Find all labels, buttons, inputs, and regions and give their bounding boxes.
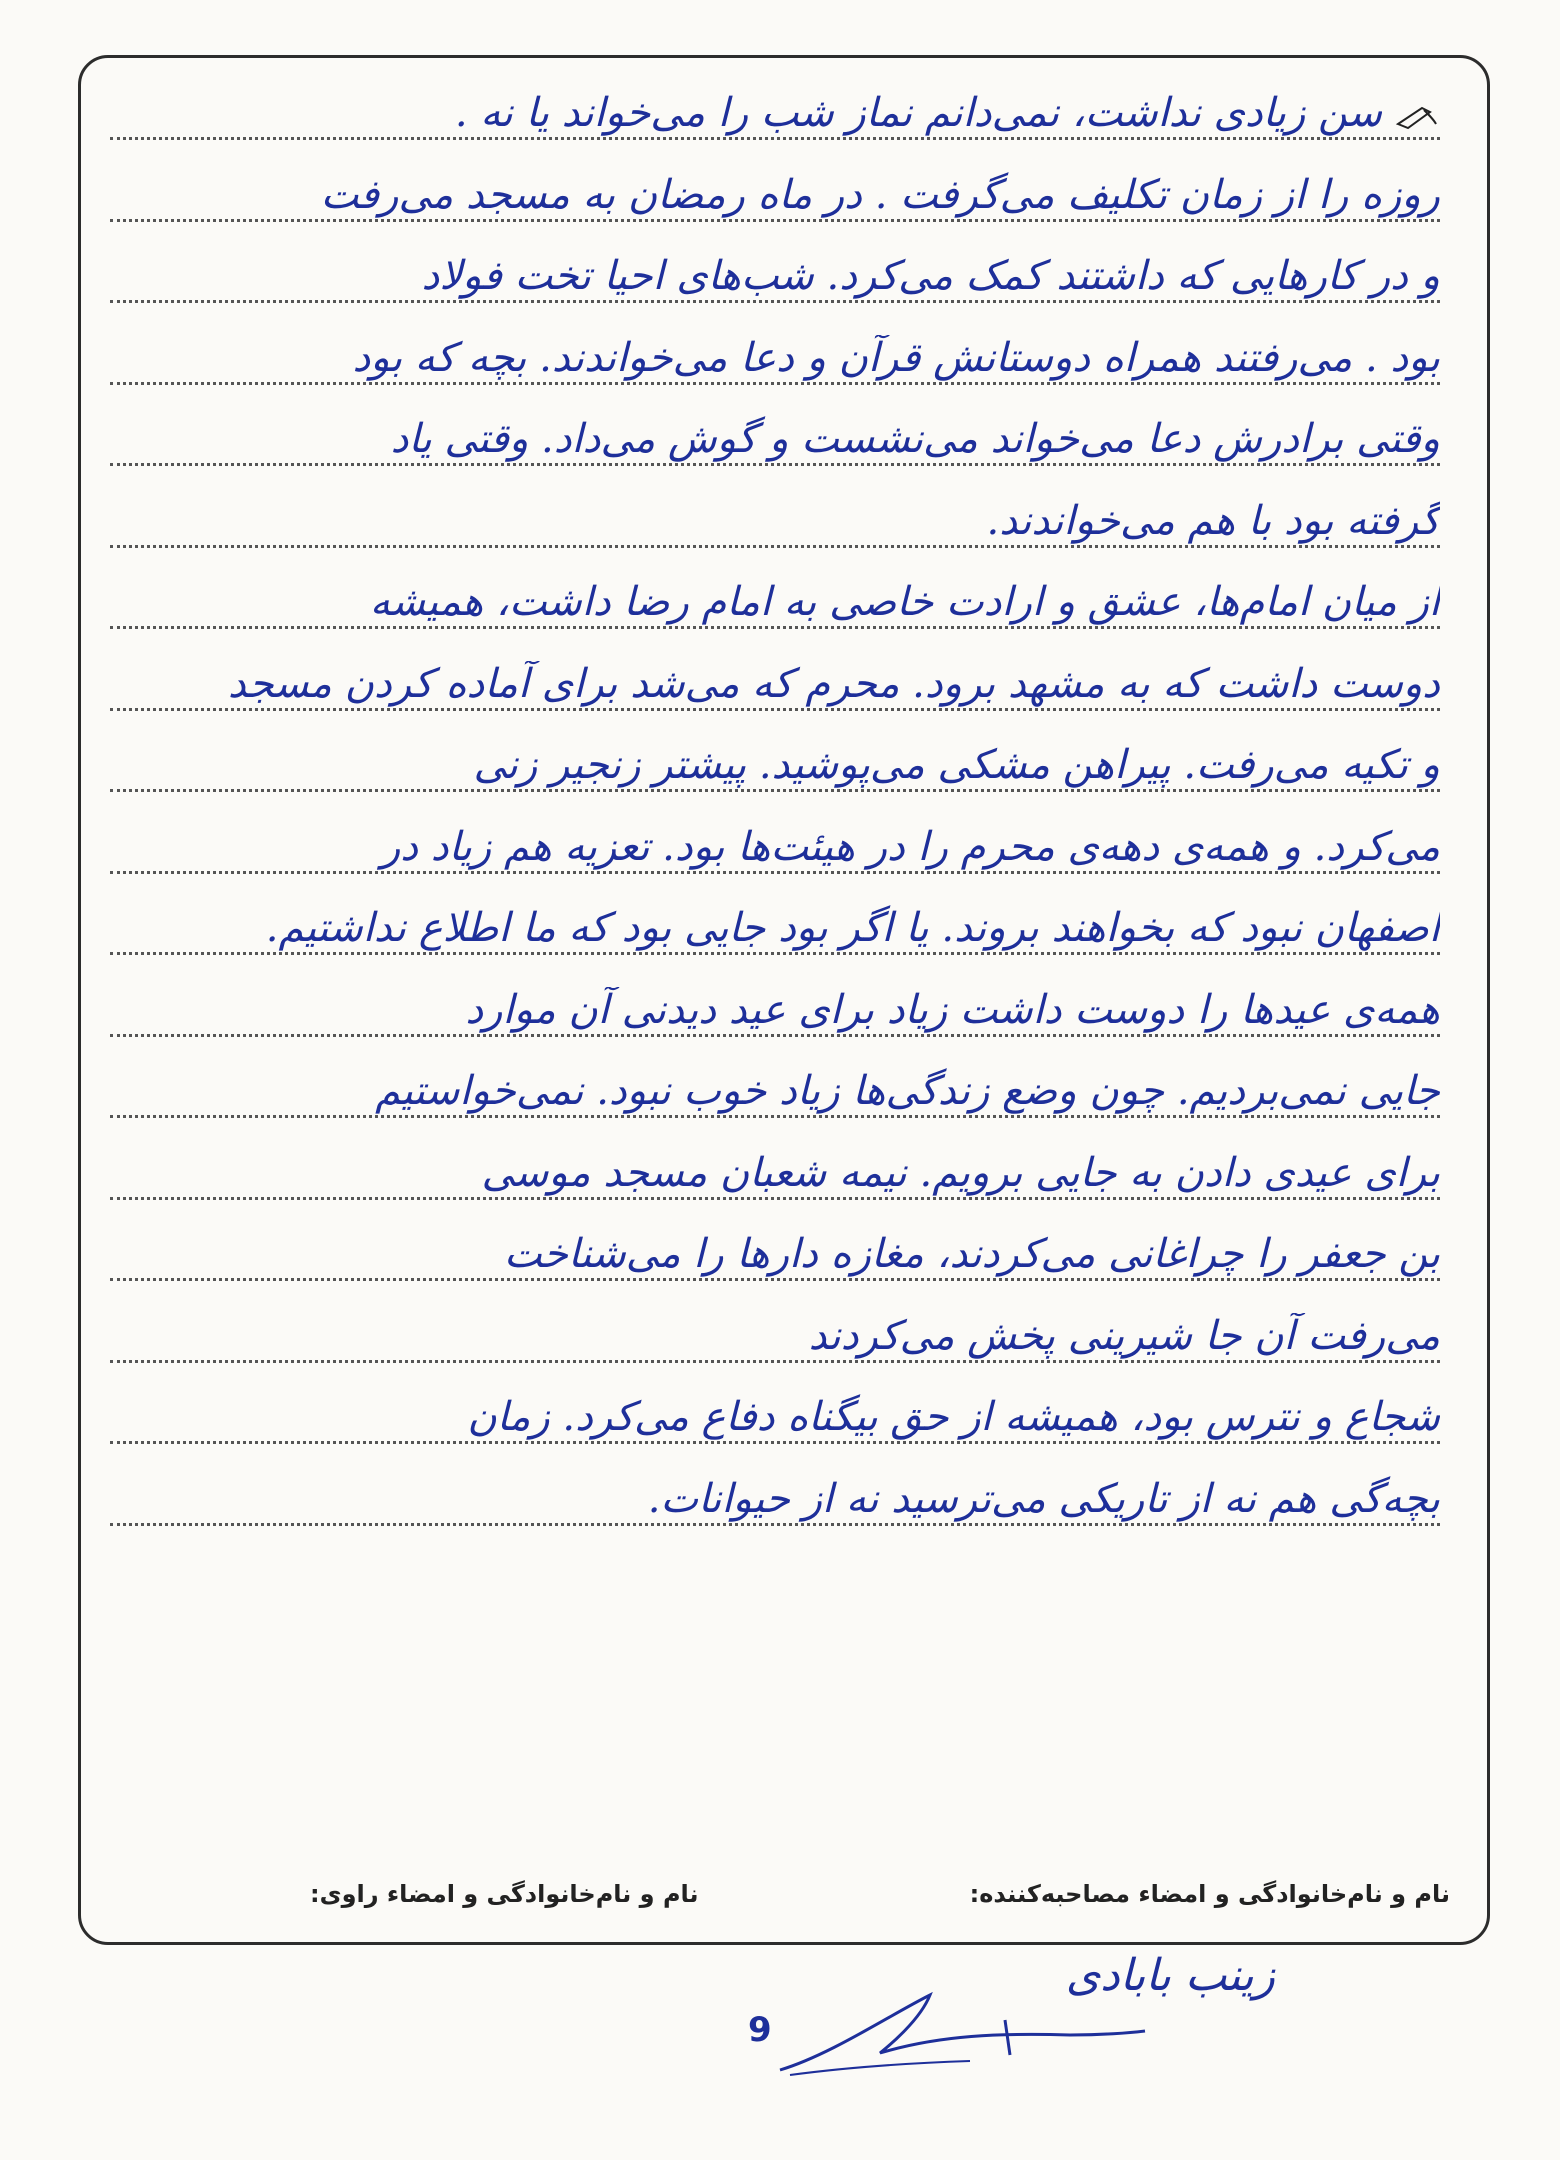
handwritten-text: جایی نمی‌بردیم. چون وضع زندگی‌ها زیاد خوب نبود. نمی‌خواستیم (375, 1068, 1440, 1114)
dotted-rule (110, 708, 1440, 711)
handwritten-text: و در کارهایی که داشتند کمک می‌کرد. شب‌های احیا تخت فولاد (421, 253, 1440, 299)
handwritten-text: بود . می‌رفتند همراه دوستانش قرآن و دعا می‌خواندند. بچه که بود (352, 334, 1440, 381)
handwritten-text: از میان امام‌ها، عشق و ارادت خاصی به امام رضا داشت، همیشه (369, 579, 1440, 625)
handwritten-text: سن زیادی نداشت، نمی‌دانم نماز شب را می‌خواند یا نه . (454, 90, 1382, 136)
page-number: 9 (748, 2010, 772, 2050)
text-line (110, 225, 1440, 315)
text-line (110, 1203, 1440, 1293)
handwritten-text: اصفهان نبود که بخواهند بروند. یا اگر بود جایی بود که ما اطلاع نداشتیم. (265, 905, 1440, 951)
text-line (110, 307, 1440, 397)
handwritten-text: شجاع و نترس بود، همیشه از حق بیگناه دفاع می‌کرد. زمان (467, 1394, 1440, 1440)
signature-mark (770, 1975, 1150, 2085)
handwritten-text: گرفته بود با هم می‌خواندند. (986, 497, 1440, 544)
interviewer-label: نام و نام‌خانوادگی و امضاء مصاحبه‌کننده: (969, 1880, 1450, 1908)
dotted-rule (110, 626, 1440, 629)
dotted-rule (110, 789, 1440, 792)
text-line (110, 714, 1440, 804)
text-line (110, 388, 1440, 478)
dotted-rule (110, 300, 1440, 303)
dotted-rule (110, 871, 1440, 874)
handwritten-name: زینب بابادی (1065, 1950, 1275, 2001)
handwritten-text: همه‌ی عیدها را دوست داشت زیاد برای عید دیدنی آن موارد (465, 986, 1440, 1033)
text-line (110, 796, 1440, 886)
text-line (110, 959, 1440, 1049)
dotted-rule (110, 463, 1440, 466)
dotted-rule (110, 1441, 1440, 1444)
text-line (110, 470, 1440, 560)
handwritten-text: و تکیه می‌رفت. پیراهن مشکی می‌پوشید. پیشتر زنجیر زنی (473, 742, 1440, 788)
narrator-label: نام و نام‌خانوادگی و امضاء راوی: (310, 1880, 699, 1908)
text-line (110, 1448, 1440, 1538)
pen-hand-icon (1394, 102, 1438, 130)
dotted-rule (110, 219, 1440, 222)
handwritten-text: می‌رفت آن جا شیرینی پخش می‌کردند (808, 1312, 1440, 1359)
text-line (110, 1285, 1440, 1375)
dotted-rule (110, 1278, 1440, 1281)
text-line (110, 1366, 1440, 1456)
dotted-rule (110, 1197, 1440, 1200)
text-line (110, 877, 1440, 967)
handwritten-text: روزه را از زمان تکلیف می‌گرفت . در ماه رمضان به مسجد می‌رفت (320, 171, 1440, 218)
handwritten-text: بن جعفر را چراغانی می‌کردند، مغازه دارها را می‌شناخت (504, 1231, 1440, 1277)
dotted-rule (110, 1523, 1440, 1526)
handwritten-text: بچه‌گی هم نه از تاریکی می‌ترسید نه از حیوانات. (647, 1475, 1440, 1522)
dotted-rule (110, 1360, 1440, 1363)
handwritten-text: وقتی برادرش دعا می‌خواند می‌نشست و گوش می‌داد. وقتی یاد (390, 416, 1440, 462)
handwritten-text: برای عیدی دادن به جایی برویم. نیمه شعبان مسجد موسی (481, 1149, 1440, 1196)
text-line (110, 62, 1440, 152)
text-line (110, 633, 1440, 723)
handwritten-text: دوست داشت که به مشهد برود. محرم که می‌شد برای آماده کردن مسجد (227, 660, 1440, 707)
dotted-rule (110, 545, 1440, 548)
text-line (110, 551, 1440, 641)
handwritten-text: می‌کرد. و همه‌ی دهه‌ی محرم را در هیئت‌ها بود. تعزیه هم زیاد در (380, 823, 1440, 870)
dotted-rule (110, 952, 1440, 955)
text-line (110, 1040, 1440, 1130)
dotted-rule (110, 137, 1440, 140)
text-line (110, 1122, 1440, 1212)
dotted-rule (110, 1115, 1440, 1118)
dotted-rule (110, 382, 1440, 385)
dotted-rule (110, 1034, 1440, 1037)
text-line (110, 144, 1440, 234)
